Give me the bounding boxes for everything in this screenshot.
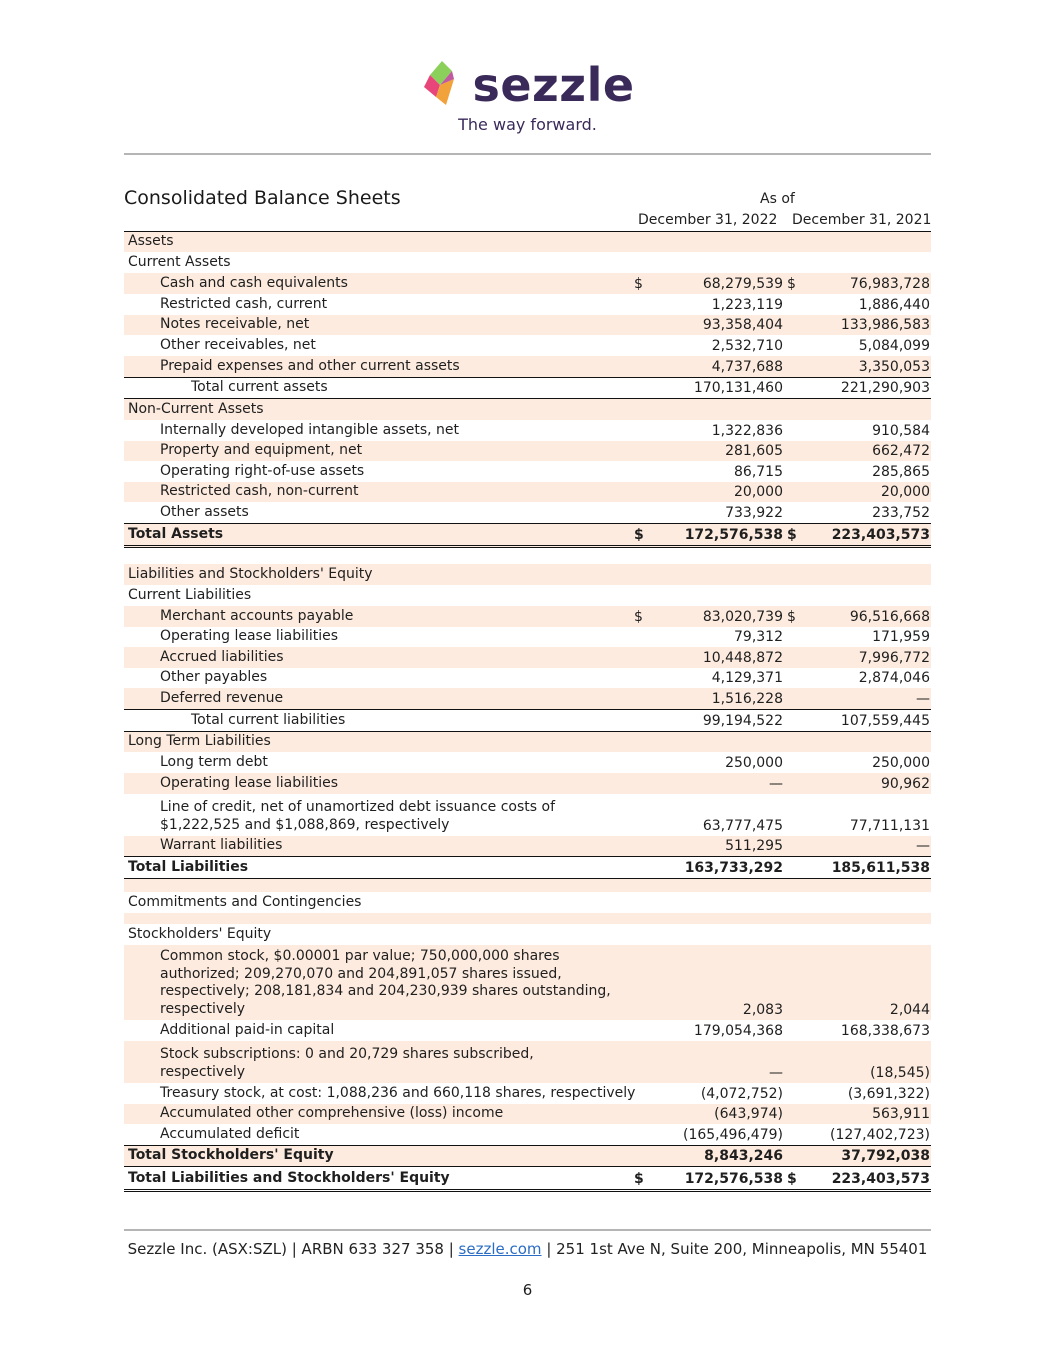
row-label: Liabilities and Stockholders' Equity bbox=[128, 565, 373, 582]
table-row bbox=[124, 668, 931, 688]
row-label: Additional paid-in capital bbox=[160, 1021, 335, 1038]
row-label: Non-Current Assets bbox=[128, 400, 264, 417]
table-row bbox=[124, 924, 931, 945]
currency-symbol-2021: $ bbox=[787, 527, 797, 543]
balance-sheet-table bbox=[124, 231, 931, 1192]
value-2021: 37,792,038 bbox=[841, 1148, 930, 1164]
table-row bbox=[124, 1104, 931, 1124]
table-row bbox=[124, 857, 931, 879]
value-2022: (643,974) bbox=[714, 1106, 783, 1122]
row-label: Accumulated deficit bbox=[160, 1125, 300, 1142]
row-label: Stockholders' Equity bbox=[128, 925, 272, 942]
table-row bbox=[124, 378, 931, 399]
row-label: Warrant liabilities bbox=[160, 836, 283, 853]
table-row bbox=[124, 1124, 931, 1146]
row-label: Operating lease liabilities bbox=[160, 627, 339, 644]
value-2022: (4,072,752) bbox=[700, 1086, 783, 1102]
value-2022: 172,576,538 bbox=[684, 527, 783, 543]
row-label: Operating lease liabilities bbox=[160, 774, 339, 791]
row-label: Notes receivable, net bbox=[160, 315, 310, 332]
row-label: Prepaid expenses and other current assets bbox=[160, 357, 460, 374]
table-row bbox=[124, 524, 931, 548]
row-label: Property and equipment, net bbox=[160, 441, 363, 458]
value-2021: 168,338,673 bbox=[840, 1023, 930, 1039]
value-2022: 2,532,710 bbox=[711, 338, 783, 354]
table-row bbox=[124, 502, 931, 524]
table-row bbox=[124, 252, 931, 273]
row-label: Assets bbox=[128, 232, 174, 249]
table-row bbox=[124, 913, 931, 924]
table-row bbox=[124, 836, 931, 857]
value-2021: 2,044 bbox=[889, 1002, 930, 1018]
row-label: Treasury stock, at cost: 1,088,236 and 660,118 shares, respectively bbox=[160, 1084, 636, 1101]
row-label: Cash and cash equivalents bbox=[160, 274, 348, 291]
table-row bbox=[124, 892, 931, 913]
table-row bbox=[124, 606, 931, 627]
value-2022: 733,922 bbox=[725, 505, 783, 521]
table-row bbox=[124, 627, 931, 647]
value-2021: 233,752 bbox=[872, 505, 930, 521]
value-2022: 8,843,246 bbox=[704, 1148, 783, 1164]
value-2022: 4,129,371 bbox=[711, 670, 783, 686]
value-2022: 63,777,475 bbox=[702, 818, 783, 834]
tagline: The way forward. bbox=[458, 115, 597, 134]
table-row bbox=[124, 315, 931, 335]
value-2021: 223,403,573 bbox=[831, 527, 930, 543]
value-2021: 223,403,573 bbox=[831, 1171, 930, 1187]
value-2022: 1,322,836 bbox=[711, 423, 783, 439]
value-2022: 250,000 bbox=[725, 755, 783, 771]
value-2021: (18,545) bbox=[870, 1065, 930, 1081]
value-2021: 221,290,903 bbox=[840, 380, 930, 396]
value-2022: 511,295 bbox=[725, 838, 783, 854]
value-2021: 7,996,772 bbox=[858, 650, 930, 666]
row-label: Common stock, $0.00001 par value; 750,000,000 shares authorized; 209,270,070 and 204,891,057 shares issued, respectively; 208,181,834 and 204,230,939 shares outstanding, respectively bbox=[160, 948, 611, 1017]
currency-symbol-2022: $ bbox=[634, 276, 643, 292]
currency-symbol-2022: $ bbox=[634, 1171, 644, 1187]
value-2022: 68,279,539 bbox=[702, 276, 783, 292]
row-label: Long Term Liabilities bbox=[128, 732, 271, 749]
currency-symbol-2022: $ bbox=[634, 527, 644, 543]
logo bbox=[0, 58, 1055, 115]
value-2022: 172,576,538 bbox=[684, 1171, 783, 1187]
value-2022: — bbox=[769, 1065, 783, 1081]
table-row bbox=[124, 710, 931, 732]
sezzle-logo-icon bbox=[420, 59, 464, 111]
table-row bbox=[124, 548, 931, 564]
value-2021: 96,516,668 bbox=[849, 609, 930, 625]
value-2022: 79,312 bbox=[734, 629, 783, 645]
table-row bbox=[124, 564, 931, 585]
value-2022: 4,737,688 bbox=[711, 359, 783, 375]
value-2021: 3,350,053 bbox=[858, 359, 930, 375]
table-row bbox=[124, 420, 931, 441]
value-2021: 107,559,445 bbox=[840, 713, 930, 729]
value-2022: 1,516,228 bbox=[711, 691, 783, 707]
table-row bbox=[124, 441, 931, 461]
brand-name: sezzle bbox=[472, 58, 635, 112]
table-row bbox=[124, 1146, 931, 1167]
table-row bbox=[124, 585, 931, 606]
value-2022: 20,000 bbox=[734, 484, 783, 500]
table-row bbox=[124, 647, 931, 668]
value-2021: 285,865 bbox=[872, 464, 930, 480]
column-header-2021: December 31, 2021 bbox=[792, 212, 932, 228]
row-label: Other receivables, net bbox=[160, 336, 316, 353]
value-2022: 1,223,119 bbox=[711, 297, 783, 313]
value-2022: 10,448,872 bbox=[702, 650, 783, 666]
row-label: Total Liabilities and Stockholders' Equity bbox=[128, 1169, 450, 1186]
value-2022: 83,020,739 bbox=[702, 609, 783, 625]
footer bbox=[124, 1240, 931, 1258]
table-row bbox=[124, 1167, 931, 1192]
currency-symbol-2021: $ bbox=[787, 609, 796, 625]
table-row bbox=[124, 1020, 931, 1041]
website-link[interactable]: sezzle.com bbox=[458, 1240, 542, 1258]
table-row bbox=[124, 356, 931, 378]
value-2022: 163,733,292 bbox=[684, 860, 783, 876]
as-of-label: As of bbox=[760, 191, 795, 207]
value-2021: 250,000 bbox=[872, 755, 930, 771]
value-2022: 2,083 bbox=[742, 1002, 783, 1018]
table-row bbox=[124, 879, 931, 892]
row-label: Other assets bbox=[160, 503, 249, 520]
value-2021: 5,084,099 bbox=[858, 338, 930, 354]
value-2021: (3,691,322) bbox=[847, 1086, 930, 1102]
value-2022: 86,715 bbox=[734, 464, 783, 480]
value-2022: (165,496,479) bbox=[683, 1127, 783, 1143]
currency-symbol-2021: $ bbox=[787, 276, 796, 292]
table-row bbox=[124, 732, 931, 752]
row-label: Total Liabilities bbox=[128, 858, 249, 875]
value-2021: 1,886,440 bbox=[858, 297, 930, 313]
value-2022: 179,054,368 bbox=[693, 1023, 783, 1039]
row-label: Line of credit, net of unamortized debt issuance costs of $1,222,525 and $1,088,869, respectively bbox=[160, 799, 556, 833]
row-label: Accumulated other comprehensive (loss) income bbox=[160, 1104, 504, 1121]
table-row bbox=[124, 1083, 931, 1104]
value-2021: 563,911 bbox=[872, 1106, 930, 1122]
footer-divider bbox=[124, 1229, 931, 1231]
row-label: Restricted cash, non-current bbox=[160, 482, 359, 499]
row-label: Total Assets bbox=[128, 525, 224, 542]
table-row bbox=[124, 945, 931, 1020]
row-label: Total current assets bbox=[191, 378, 328, 395]
value-2022: — bbox=[769, 776, 783, 792]
value-2021: 910,584 bbox=[872, 423, 930, 439]
value-2022: 170,131,460 bbox=[693, 380, 783, 396]
row-label: Total Stockholders' Equity bbox=[128, 1146, 334, 1163]
table-row bbox=[124, 688, 931, 710]
row-label: Total current liabilities bbox=[191, 711, 346, 728]
value-2021: 90,962 bbox=[881, 776, 930, 792]
page-title: Consolidated Balance Sheets bbox=[124, 187, 401, 209]
value-2021: 77,711,131 bbox=[849, 818, 930, 834]
value-2021: 662,472 bbox=[872, 443, 930, 459]
table-row bbox=[124, 461, 931, 482]
value-2022: 93,358,404 bbox=[702, 317, 783, 333]
footer-company: Sezzle Inc. (ASX:SZL) | ARBN 633 327 358 | bbox=[127, 1240, 459, 1258]
table-row bbox=[124, 231, 931, 252]
row-label: Stock subscriptions: 0 and 20,729 shares subscribed, respectively bbox=[160, 1046, 534, 1080]
value-2021: — bbox=[916, 691, 930, 707]
table-row bbox=[124, 335, 931, 356]
table-row bbox=[124, 399, 931, 420]
value-2022: 281,605 bbox=[725, 443, 783, 459]
value-2021: 171,959 bbox=[872, 629, 930, 645]
row-label: Current Assets bbox=[128, 253, 231, 270]
value-2021: 185,611,538 bbox=[831, 860, 930, 876]
currency-symbol-2021: $ bbox=[787, 1171, 797, 1187]
value-2021: 2,874,046 bbox=[858, 670, 930, 686]
row-label: Deferred revenue bbox=[160, 689, 284, 706]
value-2021: (127,402,723) bbox=[830, 1127, 930, 1143]
value-2022: 99,194,522 bbox=[702, 713, 783, 729]
row-label: Other payables bbox=[160, 668, 268, 685]
row-label: Long term debt bbox=[160, 753, 268, 770]
header-divider bbox=[124, 153, 931, 155]
row-label: Restricted cash, current bbox=[160, 295, 328, 312]
table-row bbox=[124, 794, 931, 836]
value-2021: — bbox=[916, 838, 930, 854]
column-header-2022: December 31, 2022 bbox=[638, 212, 778, 228]
value-2021: 20,000 bbox=[881, 484, 930, 500]
table-row bbox=[124, 752, 931, 773]
table-row bbox=[124, 294, 931, 315]
page-number: 6 bbox=[522, 1281, 533, 1299]
table-row bbox=[124, 773, 931, 794]
value-2021: 76,983,728 bbox=[849, 276, 930, 292]
row-label: Internally developed intangible assets, net bbox=[160, 421, 460, 438]
value-2021: 133,986,583 bbox=[840, 317, 930, 333]
currency-symbol-2022: $ bbox=[634, 609, 643, 625]
footer-address: | 251 1st Ave N, Suite 200, Minneapolis, MN 55401 bbox=[541, 1240, 928, 1258]
row-label: Merchant accounts payable bbox=[160, 607, 354, 624]
row-label: Operating right-of-use assets bbox=[160, 462, 365, 479]
table-row bbox=[124, 1041, 931, 1083]
table-row bbox=[124, 482, 931, 502]
table-row bbox=[124, 273, 931, 294]
row-label: Accrued liabilities bbox=[160, 648, 284, 665]
row-label: Current Liabilities bbox=[128, 586, 252, 603]
row-label: Commitments and Contingencies bbox=[128, 893, 362, 910]
